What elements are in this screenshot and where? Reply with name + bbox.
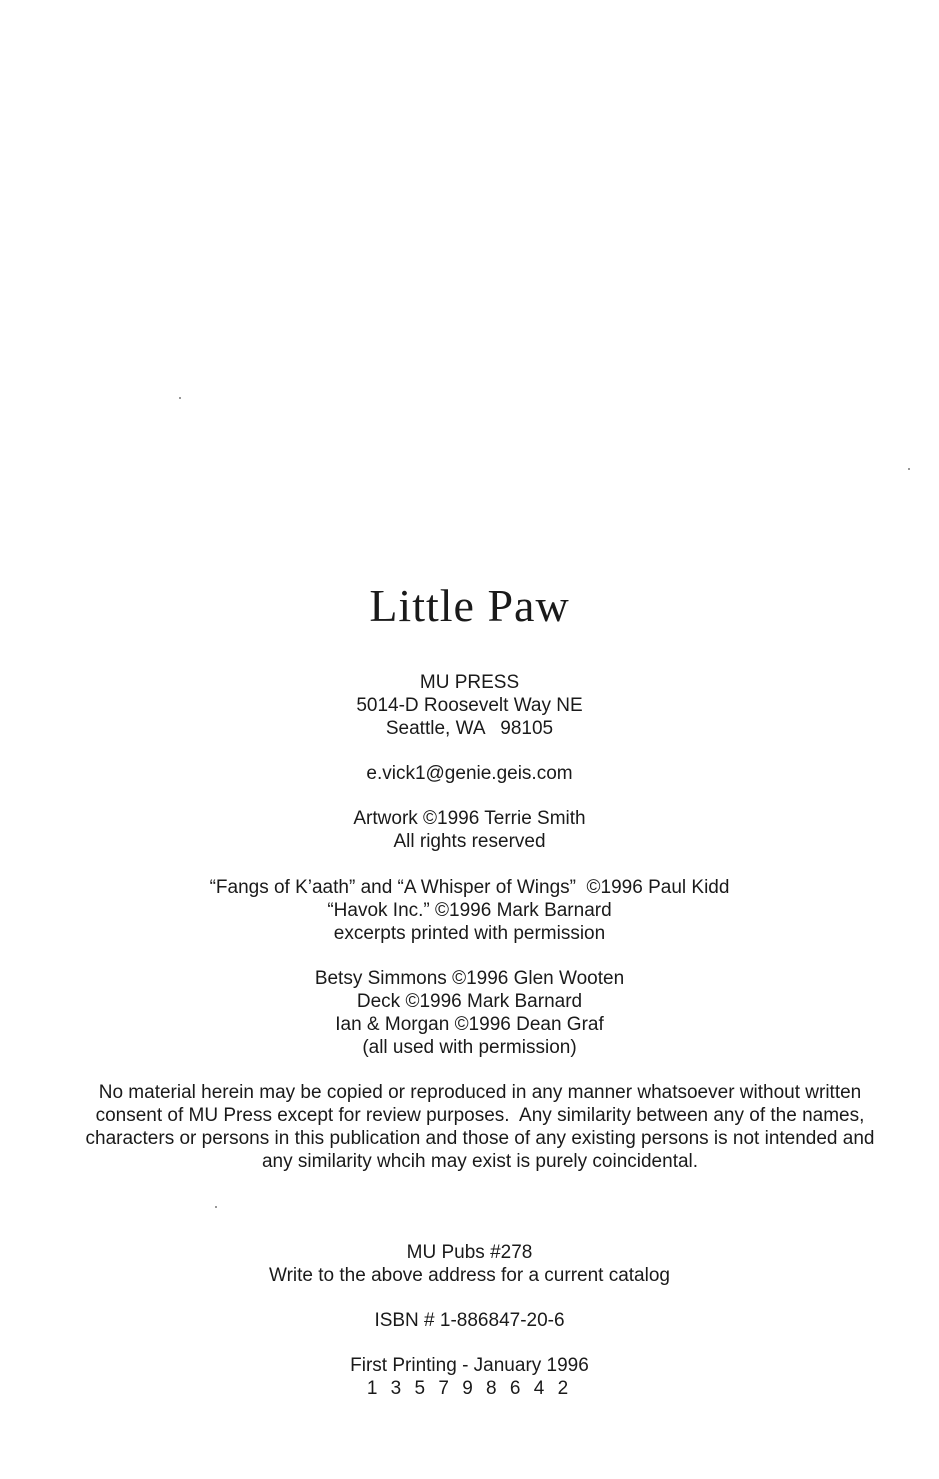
legal-line-4: any similarity whcih may exist is purely coincidental.	[261, 1151, 699, 1172]
characters-line-3: Ian & Morgan ©1996 Dean Graf	[335, 1014, 604, 1035]
artwork-credit-line: Artwork ©1996 Terrie Smith	[353, 808, 586, 829]
contact-email-block	[0, 762, 939, 785]
paper-speck	[215, 1206, 217, 1208]
printing-number-line: 1 3 5 7 9 8 6 4 2	[366, 1378, 573, 1399]
publisher-name: MU PRESS	[419, 672, 520, 693]
legal-line-3: characters or persons in this publication and those of any existing persons is not intended and	[85, 1128, 875, 1149]
paper-speck	[908, 468, 910, 470]
printing-date: First Printing - January 1996	[350, 1355, 589, 1376]
publisher-street: 5014-D Roosevelt Way NE	[356, 695, 583, 716]
contact-email: e.vick1@genie.geis.com	[366, 763, 573, 784]
catalog-info	[0, 1241, 939, 1287]
catalog-number: MU Pubs #278	[406, 1242, 533, 1263]
artwork-credit	[0, 807, 939, 853]
excerpts-line-3: excerpts printed with permission	[333, 923, 606, 944]
characters-line-4: (all used with permission)	[362, 1037, 577, 1058]
excerpts-credit	[0, 876, 939, 945]
legal-line-1: No material herein may be copied or reproduced in any manner whatsoever without written	[98, 1082, 862, 1103]
characters-credit	[0, 967, 939, 1059]
catalog-instructions: Write to the above address for a current catalog	[269, 1265, 670, 1286]
excerpts-line-1: “Fangs of K’aath” and “A Whisper of Wings” ©1996 Paul Kidd	[209, 877, 730, 898]
excerpts-line-2: “Havok Inc.” ©1996 Mark Barnard	[327, 900, 612, 921]
legal-notice	[30, 1081, 930, 1173]
legal-line-2: consent of MU Press except for review purposes. Any similarity between any of the names,	[95, 1105, 865, 1126]
printing-info	[0, 1354, 939, 1400]
isbn-number: ISBN # 1-886847-20-6	[374, 1310, 565, 1331]
publisher-address	[0, 671, 939, 740]
characters-line-1: Betsy Simmons ©1996 Glen Wooten	[314, 968, 625, 989]
isbn-block	[0, 1309, 939, 1332]
publisher-city: Seattle, WA 98105	[385, 718, 554, 739]
rights-reserved-line: All rights reserved	[393, 831, 546, 852]
paper-speck	[179, 397, 181, 399]
book-title: Little Paw	[369, 580, 570, 631]
characters-line-2: Deck ©1996 Mark Barnard	[356, 991, 583, 1012]
